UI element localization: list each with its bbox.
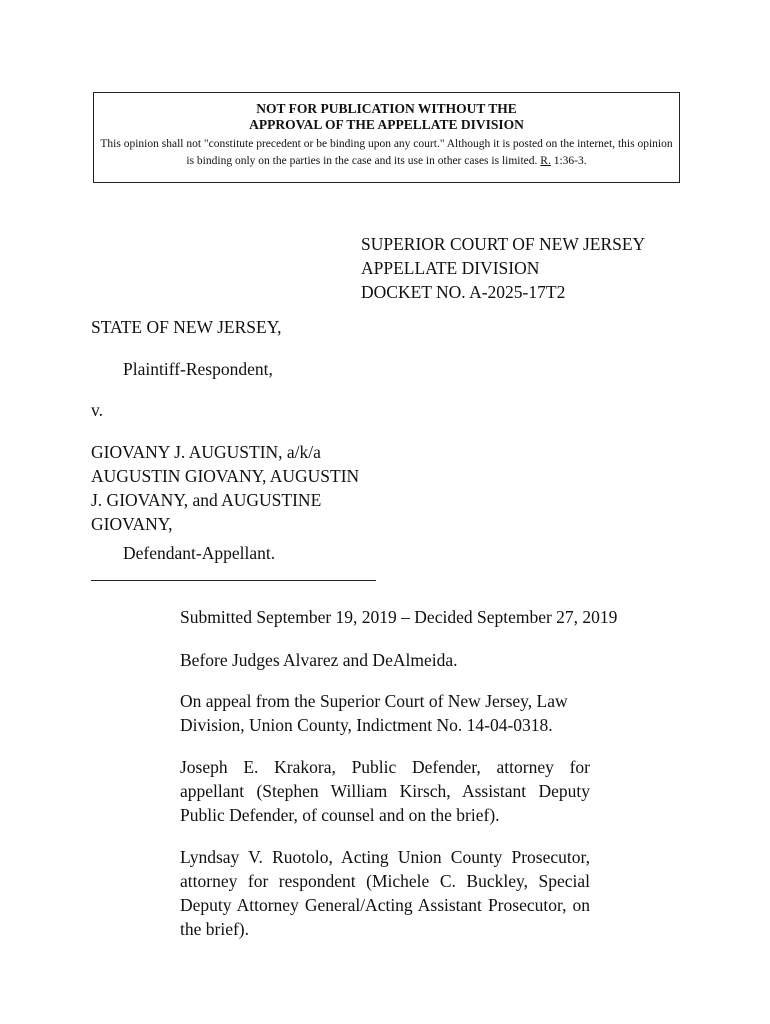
notice-title-line-1: NOT FOR PUBLICATION WITHOUT THE: [256, 101, 517, 116]
docket-number: DOCKET NO. A-2025-17T2: [361, 282, 566, 302]
appeal-origin-line: Division, Union County, Indictment No. 14-04-0318.: [180, 715, 553, 735]
defendant-line: GIOVANY J. AUGUSTIN, a/k/a: [91, 442, 321, 462]
defendant-line: GIOVANY,: [91, 514, 173, 534]
versus: v.: [91, 400, 103, 420]
notice-title: [94, 101, 679, 133]
judges-line: Before Judges Alvarez and DeAlmeida.: [180, 650, 458, 670]
caption-divider: [91, 580, 376, 581]
appeal-origin: [180, 689, 590, 737]
notice-rule-number: 1:36-3.: [553, 155, 587, 167]
publication-notice-box: [93, 92, 680, 183]
notice-rule-ref: R.: [540, 155, 551, 167]
notice-title-line-2: APPROVAL OF THE APPELLATE DIVISION: [249, 117, 524, 132]
defendant-name: [91, 440, 359, 536]
appeal-origin-line: On appeal from the Superior Court of New Jersey, Law: [180, 691, 568, 711]
court-heading: [361, 232, 645, 304]
defendant-role: Defendant-Appellant.: [123, 543, 276, 563]
appellant-counsel: Joseph E. Krakora, Public Defender, attorney for appellant (Stephen William Kirsch, Assistant Deputy Public Defender, of counsel and on the brief).: [180, 757, 590, 825]
defendant-line: AUGUSTIN GIOVANY, AUGUSTIN: [91, 466, 360, 486]
court-division: APPELLATE DIVISION: [361, 258, 540, 278]
plaintiff-role: Plaintiff-Respondent,: [123, 359, 273, 379]
defendant-line: J. GIOVANY, and AUGUSTINE: [91, 490, 322, 510]
respondent-counsel: Lyndsay V. Ruotolo, Acting Union County Prosecutor, attorney for respondent (Michele C. Buckley, Special Deputy Attorney General/Acting Assistant Prosecutor, on the brief).: [180, 847, 590, 939]
notice-body-text: This opinion shall not "constitute precedent or be binding upon any court." Although it is posted on the internet, this opinion is binding only on the parties in the case and its use in other cases is limited.: [100, 138, 673, 167]
submitted-decided-dates: Submitted September 19, 2019 – Decided September 27, 2019: [180, 607, 618, 627]
plaintiff-name: STATE OF NEW JERSEY,: [91, 317, 282, 337]
court-name: SUPERIOR COURT OF NEW JERSEY: [361, 234, 646, 254]
notice-body: [94, 136, 679, 170]
